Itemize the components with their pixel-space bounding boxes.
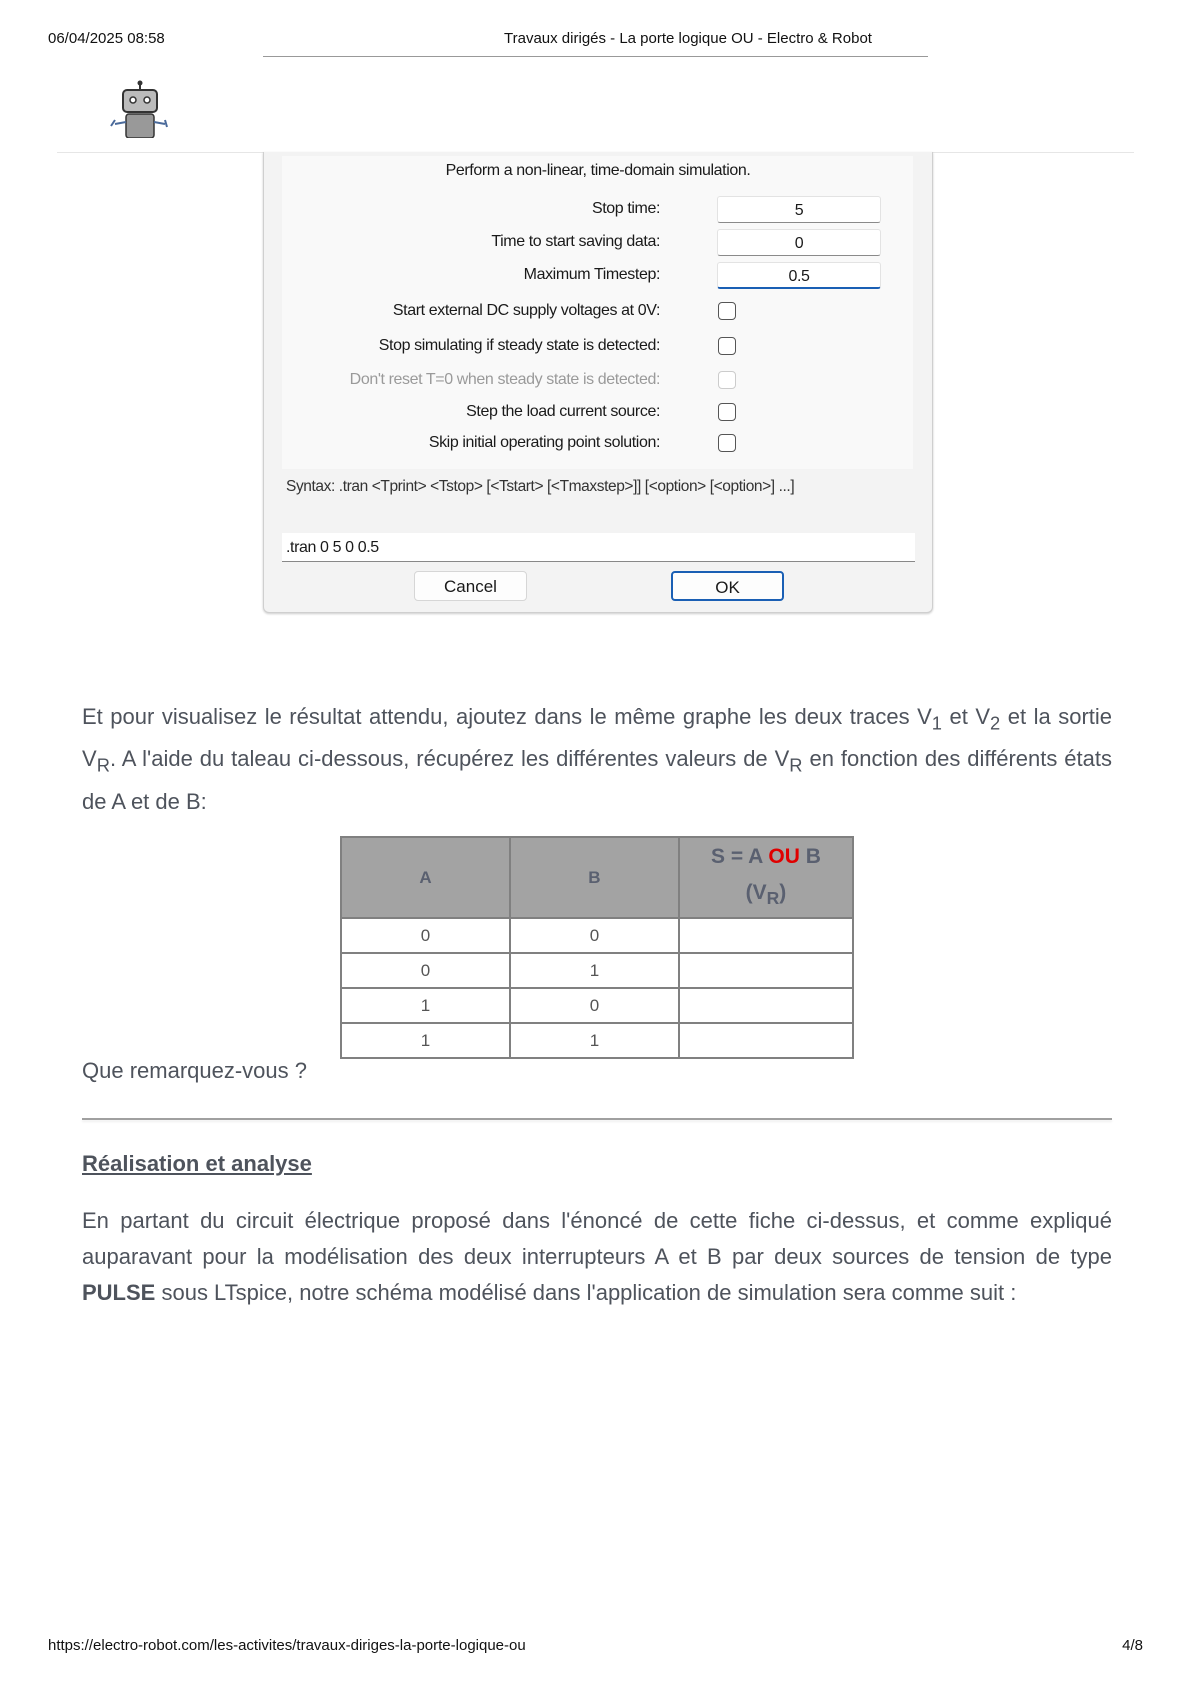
- start-saving-input[interactable]: 0: [717, 229, 881, 256]
- truth-table: [340, 836, 854, 1059]
- header-divider: [263, 56, 928, 57]
- cell-b: 0: [510, 988, 679, 1023]
- section-divider: [82, 1118, 1112, 1120]
- table-row: [341, 953, 853, 988]
- header-ou: OU: [768, 845, 800, 868]
- cell-s: [679, 953, 853, 988]
- checkbox-steady-state[interactable]: [718, 337, 736, 355]
- intro-text: Et pour visualisez le résultat attendu, ajoutez dans le même graphe les deux traces V: [82, 704, 932, 729]
- checkbox-dc-supply[interactable]: [718, 302, 736, 320]
- subscript: 1: [931, 712, 942, 734]
- table-row: [341, 988, 853, 1023]
- cell-a: 0: [341, 918, 510, 953]
- header-vr: (V: [745, 881, 767, 904]
- print-title: Travaux dirigés - La porte logique OU - Electro & Robot: [504, 30, 872, 47]
- stop-time-label: Stop time:: [591, 200, 660, 217]
- table-header-row: [341, 837, 853, 918]
- header-s-text: B: [799, 845, 821, 868]
- max-timestep-input[interactable]: 0.5: [717, 262, 881, 289]
- header-vr: ): [779, 881, 787, 904]
- checkbox-label-dc-supply: Start external DC supply voltages at 0V:: [392, 302, 660, 319]
- cell-b: 1: [510, 953, 679, 988]
- checkbox-skip-op[interactable]: [718, 434, 736, 452]
- checkbox-label-steady-state: Stop simulating if steady state is detected:: [378, 337, 660, 354]
- header-a: A: [341, 837, 510, 918]
- table-row: [341, 918, 853, 953]
- section-text: sous LTspice, notre schéma modélisé dans l'application de simulation sera comme suit :: [155, 1280, 1017, 1305]
- section-text: En partant du circuit électrique proposé dans l'énoncé de cette fiche ci-dessus, et comme expliqué auparavant pour la modélisation des deux interrupteurs A et B par deux sources de tension de type: [82, 1208, 1112, 1269]
- checkbox-label-dont-reset: Don't reset T=0 when steady state is detected:: [349, 371, 660, 388]
- robot-icon: [107, 80, 173, 138]
- max-timestep-label: Maximum Timestep:: [523, 266, 660, 283]
- dialog-description: Perform a non-linear, time-domain simulation.: [445, 162, 751, 179]
- question-text: Que remarquez-vous ?: [82, 1058, 307, 1083]
- print-datetime: 06/04/2025 08:58: [48, 30, 165, 47]
- header-s: [679, 837, 853, 918]
- cell-b: 1: [510, 1023, 679, 1058]
- stop-time-input[interactable]: 5: [717, 196, 881, 223]
- pulse-keyword: PULSE: [82, 1280, 156, 1305]
- subscript: R: [766, 888, 780, 909]
- checkbox-step-load[interactable]: [718, 403, 736, 421]
- intro-paragraph: [82, 699, 1112, 820]
- cancel-button[interactable]: Cancel: [414, 571, 527, 601]
- cell-s: [679, 988, 853, 1023]
- cell-a: 1: [341, 988, 510, 1023]
- intro-text: et V: [942, 704, 991, 729]
- checkbox-label-skip-op: Skip initial operating point solution:: [428, 434, 660, 451]
- cell-b: 0: [510, 918, 679, 953]
- footer-url: https://electro-robot.com/les-activites/travaux-diriges-la-porte-logique-ou: [48, 1637, 526, 1654]
- cell-a: 0: [341, 953, 510, 988]
- intro-text: en fonction des différents états de A et de B:: [82, 746, 1112, 814]
- subscript: R: [789, 754, 803, 776]
- intro-text: et la sortie V: [82, 704, 1113, 772]
- subscript: 2: [990, 712, 1001, 734]
- syntax-hint: Syntax: .tran <Tprint> <Tstop> [<Tstart> [<Tmaxstep>]] [<option> [<option>] ...]: [286, 478, 795, 495]
- section-paragraph: [82, 1203, 1112, 1311]
- header-b: B: [510, 837, 679, 918]
- cell-s: [679, 918, 853, 953]
- start-saving-label: Time to start saving data:: [491, 233, 660, 250]
- section-heading: Réalisation et analyse: [82, 1151, 312, 1176]
- ok-button[interactable]: OK: [671, 571, 784, 601]
- header-s-text: S = A: [711, 845, 769, 868]
- checkbox-label-step-load: Step the load current source:: [466, 403, 660, 420]
- command-input[interactable]: .tran 0 5 0 0.5: [282, 533, 915, 562]
- checkbox-dont-reset: [718, 371, 736, 389]
- subscript: R: [96, 754, 110, 776]
- intro-text: . A l'aide du taleau ci-dessous, récupérez les différentes valeurs de V: [109, 746, 790, 772]
- page-number: 4/8: [1122, 1637, 1143, 1654]
- cell-a: 1: [341, 1023, 510, 1058]
- transient-analysis-dialog: [263, 152, 933, 613]
